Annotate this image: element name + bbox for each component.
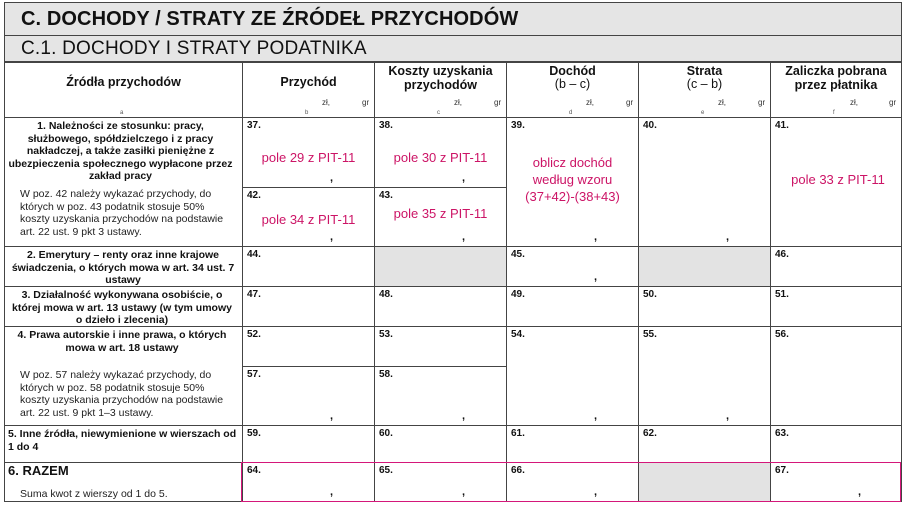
unit-zl: zł, (454, 98, 462, 107)
unit-zl: zł, (586, 98, 594, 107)
unit-zl: zł, (718, 98, 726, 107)
decimal-comma: , (330, 410, 334, 422)
field-number: 41. (775, 120, 789, 131)
decimal-comma: , (462, 231, 466, 243)
column-letter: a (120, 110, 124, 116)
field-46[interactable] (770, 246, 902, 287)
shaded-cell (638, 246, 771, 287)
annotation-field-41: pole 33 z PIT-11 (791, 172, 885, 187)
header-cell-income (242, 62, 375, 118)
column-header-profit: Dochód (549, 64, 596, 78)
field-55[interactable] (638, 326, 771, 426)
field-number: 40. (643, 120, 657, 131)
field-40[interactable] (638, 117, 771, 247)
decimal-comma: , (330, 172, 334, 184)
decimal-comma: , (330, 231, 334, 243)
field-number: 65. (379, 465, 393, 476)
column-header-sources: Źródła przychodów (66, 75, 181, 89)
subsection-title-bar (4, 36, 902, 62)
field-number: 62. (643, 428, 657, 439)
column-header-loss: Strata (686, 64, 723, 78)
row-1-label: 1. Należności ze stosunku: pracy, służbowego, spółdzielczego i z pracy nakładczej, a także zasiłki pieniężne z ubezpieczenia społecznego wypłacone przez zakład pracy (8, 120, 233, 182)
decimal-comma: , (594, 271, 598, 283)
field-61[interactable] (506, 425, 639, 463)
field-number: 51. (775, 289, 789, 300)
unit-zl: zł, (322, 98, 330, 107)
razem-highlight-box (241, 462, 901, 502)
field-54[interactable] (506, 326, 639, 426)
decimal-comma: , (726, 410, 730, 422)
field-number: 56. (775, 329, 789, 340)
row-4-label: 4. Prawa autorskie i inne prawa, o których mowa w art. 18 ustawy (17, 329, 227, 354)
field-number: 57. (247, 369, 261, 380)
field-number: 59. (247, 428, 261, 439)
decimal-comma: , (594, 486, 598, 498)
field-number: 38. (379, 120, 393, 131)
unit-gr: gr (889, 98, 897, 107)
field-60[interactable] (374, 425, 507, 463)
row-3-label: 3. Działalność wykonywana osobiście, o której mowa w art. 13 ustawy (w tym umowy o dzieło i zlecenia) (12, 289, 232, 326)
header-cell-sources (4, 62, 243, 118)
column-header-costs: Koszty uzyskania przychodów (388, 64, 493, 92)
field-number: 67. (775, 465, 789, 476)
field-number: 39. (511, 120, 525, 131)
row-2-label: 2. Emerytury – renty oraz inne krajowe świadczenia, o których mowa w art. 34 ust. 7 ustawy (11, 249, 235, 286)
field-number: 53. (379, 329, 393, 340)
field-number: 50. (643, 289, 657, 300)
column-subheader-loss: (c – b) (686, 77, 723, 91)
column-letter: e (701, 110, 705, 116)
decimal-comma: , (462, 486, 466, 498)
decimal-comma: , (858, 486, 862, 498)
field-number: 44. (247, 249, 261, 260)
row-5-label: 5. Inne źródła, niewymienione w wierszach od 1 do 4 (8, 428, 237, 453)
field-48[interactable] (374, 286, 507, 327)
field-number: 46. (775, 249, 789, 260)
field-number: 55. (643, 329, 657, 340)
field-47[interactable] (242, 286, 375, 327)
field-56[interactable] (770, 326, 902, 426)
column-letter: b (305, 110, 309, 116)
annotation-field-43: pole 35 z PIT-11 (393, 206, 488, 221)
annotation-field-38: pole 30 z PIT-11 (393, 150, 488, 165)
field-number: 63. (775, 428, 789, 439)
field-number: 66. (511, 465, 525, 476)
field-number: 37. (247, 120, 261, 131)
field-number: 48. (379, 289, 393, 300)
decimal-comma: , (726, 231, 730, 243)
decimal-comma: , (594, 231, 598, 243)
section-title: C. DOCHODY / STRATY ZE ŹRÓDEŁ PRZYCHODÓW (21, 8, 519, 30)
field-number: 54. (511, 329, 525, 340)
row-4-note: W poz. 57 należy wykazać przychody, do których w poz. 58 podatnik stosuje 50% koszty uzyskania przychodów na podstawie art. 22 ust. 9 pkt 1–3 ustawy. (20, 369, 224, 419)
field-62[interactable] (638, 425, 771, 463)
field-number: 60. (379, 428, 393, 439)
field-49[interactable] (506, 286, 639, 327)
column-letter: d (569, 110, 573, 116)
field-number: 42. (247, 190, 261, 201)
decimal-comma: , (330, 486, 334, 498)
unit-gr: gr (626, 98, 634, 107)
subsection-title: C.1. DOCHODY I STRATY PODATNIKA (21, 38, 367, 59)
column-header-income: Przychód (280, 75, 337, 89)
section-title-bar (4, 2, 902, 36)
decimal-comma: , (462, 410, 466, 422)
field-50[interactable] (638, 286, 771, 327)
shaded-cell (374, 246, 507, 287)
field-45[interactable] (506, 246, 639, 287)
column-letter: f (833, 110, 835, 116)
field-number: 47. (247, 289, 261, 300)
column-subheader-profit: (b – c) (554, 77, 591, 91)
decimal-comma: , (594, 410, 598, 422)
unit-gr: gr (758, 98, 766, 107)
column-header-advance: Zaliczka pobrana przez płatnika (785, 64, 887, 92)
field-63[interactable] (770, 425, 902, 463)
field-53[interactable] (374, 326, 507, 367)
unit-gr: gr (494, 98, 502, 107)
field-number: 43. (379, 190, 393, 201)
annotation-field-42: pole 34 z PIT-11 (261, 212, 356, 227)
field-number: 58. (379, 369, 393, 380)
field-number: 64. (247, 465, 261, 476)
annotation-field-37: pole 29 z PIT-11 (261, 150, 356, 165)
field-44[interactable] (242, 246, 375, 287)
decimal-comma: , (462, 172, 466, 184)
field-number: 45. (511, 249, 525, 260)
row-1-note: W poz. 42 należy wykazać przychody, do których w poz. 43 podatnik stosuje 50% koszty uzyskania przychodów na podstawie art. 22 ust. 9 pkt 3 ustawy. (20, 188, 224, 238)
unit-gr: gr (362, 98, 370, 107)
row-6-note: Suma kwot z wierszy od 1 do 5. (20, 488, 168, 500)
field-number: 61. (511, 428, 525, 439)
field-59[interactable] (242, 425, 375, 463)
field-number: 49. (511, 289, 525, 300)
field-52[interactable] (242, 326, 375, 367)
unit-zl: zł, (850, 98, 858, 107)
field-number: 52. (247, 329, 261, 340)
field-51[interactable] (770, 286, 902, 327)
field-57[interactable] (242, 366, 375, 426)
row-6-label: 6. RAZEM (8, 463, 69, 478)
annotation-field-39: oblicz dochód według wzoru (37+42)-(38+43) (525, 155, 620, 204)
column-letter: c (437, 110, 440, 116)
field-58[interactable] (374, 366, 507, 426)
